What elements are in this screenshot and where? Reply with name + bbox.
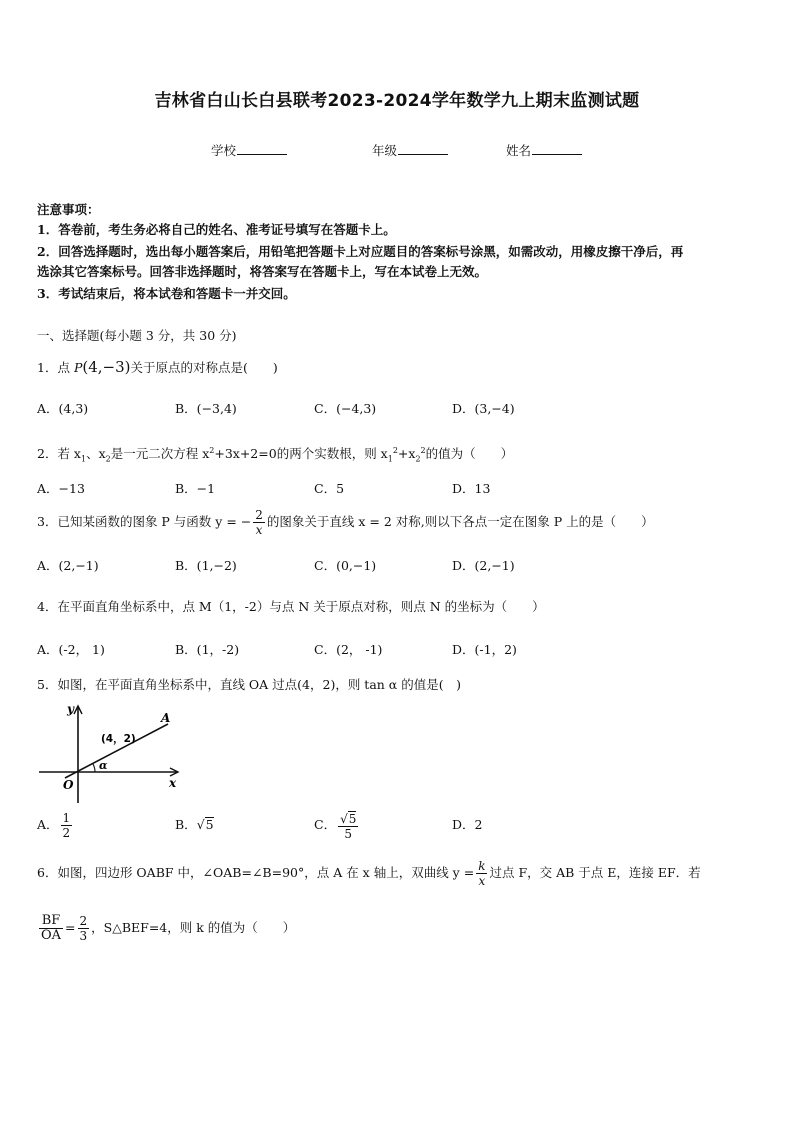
q1-point: P (73, 360, 83, 375)
q2-sub3: 1 (387, 454, 393, 464)
question-6-line-1 (37, 858, 701, 888)
q5-a-num: 1 (62, 811, 71, 825)
q2-sup3: 2 (420, 446, 426, 455)
q5-a-den: 2 (62, 826, 71, 840)
q5-b-prefix: B． (175, 817, 197, 832)
q6-text-2: 过点 F，交 AB 于点 E，连接 EF．若 (489, 865, 701, 880)
q2-part3: 是一元二次方程 x (110, 446, 210, 462)
q1-prefix: 1．点 (37, 360, 74, 375)
q3-fraction (253, 508, 265, 537)
q2-sub2: 2 (105, 454, 111, 464)
q2-option-c[interactable]: C．5 (314, 481, 345, 496)
q6-value-fraction (78, 914, 90, 943)
school-label: 学校 (211, 143, 237, 158)
q4-option-a[interactable]: A．(-2， 1) (37, 642, 105, 657)
q6-equals: = (65, 920, 76, 935)
q5-choices (37, 810, 737, 844)
grade-field[interactable] (372, 141, 448, 159)
q3-prefix: 3．已知某函数的图象 P 与函数 y = − (37, 514, 252, 529)
q5-option-b[interactable]: B．√5 (175, 817, 214, 832)
question-6-line-2 (37, 910, 295, 946)
question-3 (37, 508, 654, 537)
q1-option-c[interactable]: C．(−4,3) (314, 401, 377, 416)
note-2a: 2．回答选择题时，选出每小题答案后，用铅笔把答题卡上对应题目的答案标号涂黑，如需改动，用橡皮擦干净后，再 (37, 244, 684, 259)
q6-ratio-den: OA (41, 928, 62, 943)
name-label: 姓名 (506, 143, 532, 158)
q1-option-d[interactable]: D．(3,−4) (452, 401, 515, 416)
q3-option-d[interactable]: D．(2,−1) (452, 558, 515, 573)
q6-ratio-fraction (39, 914, 63, 943)
question-1 (37, 358, 278, 377)
note-2b: 选涂其它答案标号。回答非选择题时，将答案写在答题卡上，写在本试卷上无效。 (37, 264, 488, 279)
q5-option-c[interactable] (314, 810, 360, 841)
q4-option-b[interactable]: B．(1，-2) (175, 642, 240, 657)
q2-sub4: 2 (415, 454, 421, 464)
question-4: 4．在平面直角坐标系中，点 M（1，-2）与点 N 关于原点对称，则点 N 的坐标为（ ） (37, 599, 545, 614)
note-1: 1．答卷前，考生务必将自己的姓名、准考证号填写在答题卡上。 (37, 222, 396, 237)
q3-choices (37, 556, 737, 578)
q3-option-c[interactable]: C．(0,−1) (314, 558, 377, 573)
q3-option-b[interactable]: B．(1,−2) (175, 558, 237, 573)
grade-blank[interactable] (398, 143, 448, 155)
q6-k-fraction (476, 859, 487, 888)
q2-sub1: 1 (80, 454, 87, 464)
q5-c-prefix: C． (314, 817, 337, 832)
q2-option-a[interactable]: A．−13 (37, 481, 85, 496)
q4-option-c[interactable]: C．(2， -1) (314, 642, 383, 657)
note-3: 3．考试结束后，将本试卷和答题卡一并交回。 (37, 286, 296, 301)
question-2 (37, 442, 513, 469)
q2-sup2: 2 (392, 446, 398, 455)
q2-option-d[interactable]: D．13 (452, 481, 491, 496)
q2-part4: +3x+2=0的两个实数根，则 x (214, 446, 388, 462)
q2-part1: 2．若 x (37, 446, 81, 462)
q6-k-num: k (478, 859, 486, 873)
q6-value-den: 3 (79, 929, 88, 943)
q5-b-radicand: 5 (205, 817, 214, 832)
q4-choices (37, 640, 737, 662)
q6-text-1: 6．如图，四边形 OABF 中，∠OAB=∠B=90°，点 A 在 x 轴上，双曲线 y = (37, 865, 475, 880)
q2-option-b[interactable]: B．−1 (175, 481, 216, 496)
q2-choices (37, 479, 737, 501)
q3-suffix: 的图象关于直线 x = 2 对称,则以下各点一定在图象 P 上的是（ ） (266, 514, 654, 529)
q5-option-d[interactable]: D．2 (452, 817, 483, 832)
q6-ratio-num: BF (39, 914, 63, 929)
q5-option-a[interactable] (37, 810, 74, 840)
student-info-row (0, 141, 794, 161)
q5-coordinate-graph (37, 703, 187, 808)
x-axis-label: x (169, 776, 177, 790)
point-a-label: A (161, 711, 171, 725)
q5-a-fraction (61, 811, 73, 840)
q2-sup1: 2 (209, 446, 215, 455)
q1-choices (37, 399, 737, 421)
q2-part2: 、x (86, 446, 106, 462)
question-5: 5．如图，在平面直角坐标系中，直线 OA 过点(4，2)，则 tan α 的值是( ) (37, 677, 461, 692)
q2-part5: +x (397, 446, 416, 462)
q1-option-a[interactable]: A．(4,3) (37, 401, 89, 416)
origin-label: O (63, 778, 74, 792)
q5-a-prefix: A． (37, 817, 59, 832)
q6-k-den: x (478, 874, 486, 888)
q5-c-fraction (338, 811, 358, 841)
page-title: 吉林省白山长白县联考2023-2024学年数学九上期末监测试题 (154, 91, 640, 111)
y-axis-label: y (67, 703, 74, 716)
q5-c-radicand: 5 (348, 811, 357, 826)
q1-coord: (4,−3) (82, 358, 131, 376)
angle-label: α (99, 759, 108, 772)
school-field[interactable] (211, 141, 287, 159)
q5-c-den: 5 (344, 826, 353, 841)
q1-suffix: 关于原点的对称点是( ) (130, 360, 278, 375)
q3-frac-den: x (255, 523, 263, 537)
q3-frac-num: 2 (255, 508, 263, 522)
q6-value-num: 2 (79, 914, 88, 928)
q6-text-3: ，S△BEF=4，则 k 的值为（ ） (91, 920, 296, 935)
point-coord-label: (4，2) (101, 733, 136, 745)
school-blank[interactable] (237, 143, 287, 155)
notes-heading: 注意事项： (37, 202, 100, 217)
section-heading: 一、选择题(每小题 3 分，共 30 分) (37, 328, 237, 343)
q1-option-b[interactable]: B．(−3,4) (175, 401, 237, 416)
q4-option-d[interactable]: D．(-1，2) (452, 642, 517, 657)
grade-label: 年级 (372, 143, 398, 158)
q2-part6: 的值为（ ） (425, 446, 514, 462)
q3-option-a[interactable]: A．(2,−1) (37, 558, 99, 573)
q5-c-num: √5 (340, 811, 357, 826)
angle-arc (93, 764, 95, 772)
name-field[interactable] (506, 141, 582, 159)
name-blank[interactable] (532, 143, 582, 155)
